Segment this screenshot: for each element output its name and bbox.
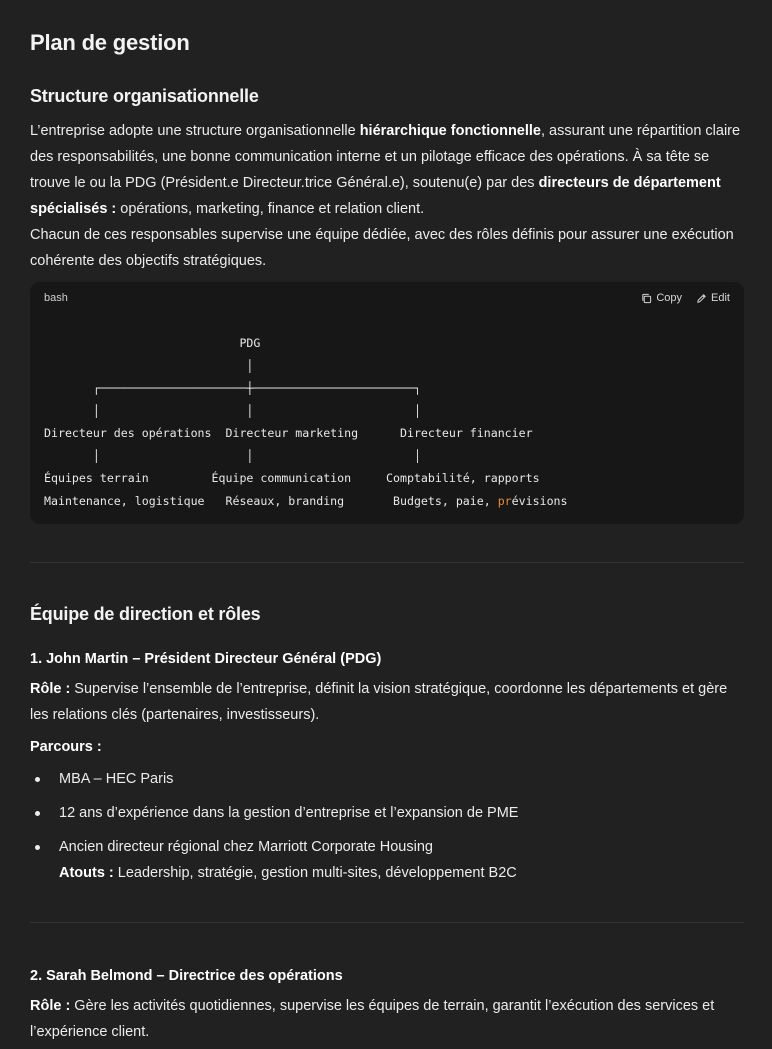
bold-run: hiérarchique fonctionnelle bbox=[359, 123, 541, 139]
bold-run: directeurs de département spécialisés : bbox=[30, 175, 721, 217]
role-operations bbox=[30, 993, 744, 1045]
code-line: ┌─────────────────────┼───────────────────────┐ bbox=[44, 381, 421, 395]
code-header bbox=[44, 292, 730, 308]
person-title-operations: 2. Sarah Belmond – Directrice des opérations bbox=[30, 968, 343, 984]
code-line: Équipes terrain Équipe communication Comptabilité, rapports bbox=[44, 471, 540, 485]
code-line: Directeur des opérations Directeur marketing Directeur financier bbox=[44, 426, 533, 440]
edit-button[interactable] bbox=[696, 292, 730, 304]
parcours-label-text: Parcours : bbox=[30, 739, 102, 755]
code-language-label: bash bbox=[44, 292, 68, 304]
org-chart-code bbox=[44, 332, 568, 512]
list-item: MBA – HEC Paris bbox=[30, 766, 744, 792]
section-heading-team: Équipe de direction et rôles bbox=[30, 604, 261, 624]
divider bbox=[30, 562, 744, 563]
list-item bbox=[30, 834, 744, 886]
list-item: 12 ans d’expérience dans la gestion d’entreprise et l’expansion de PME bbox=[30, 800, 744, 826]
role-ceo bbox=[30, 676, 744, 728]
role-text: Supervise l’ensemble de l’entreprise, définit la vision stratégique, coordonne les départements et gère les relations clés (partenaires, investisseurs). bbox=[30, 681, 728, 723]
role-text: Gère les activités quotidiennes, supervise les équipes de terrain, garantit l’exécution des services et l’expérience client. bbox=[30, 998, 715, 1040]
section-heading-structure: Structure organisationnelle bbox=[30, 86, 259, 106]
structure-paragraph-2: Chacun de ces responsables supervise une équipe dédiée, avec des rôles définis pour assurer une exécution cohérente des objectifs stratégiques. bbox=[30, 227, 734, 269]
copy-label: Copy bbox=[656, 292, 683, 304]
parcours-label bbox=[30, 734, 102, 760]
divider bbox=[30, 922, 744, 923]
code-line: │ │ │ bbox=[44, 403, 421, 418]
code-text: Maintenance, logistique Réseaux, branding Budgets, paie, bbox=[44, 493, 498, 508]
code-block bbox=[30, 282, 744, 524]
parcours-list bbox=[30, 766, 744, 894]
code-actions bbox=[641, 292, 730, 304]
role-label: Rôle : bbox=[30, 998, 71, 1014]
role-label: Rôle : bbox=[30, 681, 71, 697]
edit-label: Edit bbox=[711, 292, 730, 304]
code-line bbox=[44, 494, 568, 508]
structure-intro bbox=[30, 118, 744, 274]
text-run: L’entreprise adopte une structure organisationnelle bbox=[30, 123, 360, 139]
atouts-text: Leadership, stratégie, gestion multi-sites, développement B2C bbox=[113, 865, 517, 881]
code-line: │ │ │ bbox=[44, 448, 421, 463]
code-highlight: pr bbox=[497, 493, 512, 508]
structure-paragraph-1 bbox=[30, 118, 744, 222]
code-text: évisions bbox=[511, 493, 568, 508]
code-line: PDG bbox=[44, 336, 261, 350]
pencil-icon bbox=[696, 293, 707, 304]
text-run: opérations, marketing, finance et relation client. bbox=[116, 201, 425, 217]
text-run: , assurant une répartition claire des responsabilités, une bonne communication interne et un pilotage efficace des opérations. À sa tête se trouve le ou la PDG (Président.e Directeur.trice Général.e), soutenu(e) par des bbox=[30, 123, 741, 191]
code-line: │ bbox=[44, 358, 254, 373]
page-title: Plan de gestion bbox=[30, 30, 190, 55]
copy-icon bbox=[641, 293, 652, 304]
copy-button[interactable] bbox=[641, 292, 682, 304]
atouts-label: Atouts : bbox=[59, 865, 114, 881]
person-title-ceo: 1. John Martin – Président Directeur Général (PDG) bbox=[30, 651, 382, 667]
list-item-text: Ancien directeur régional chez Marriott Corporate Housing bbox=[59, 839, 433, 855]
